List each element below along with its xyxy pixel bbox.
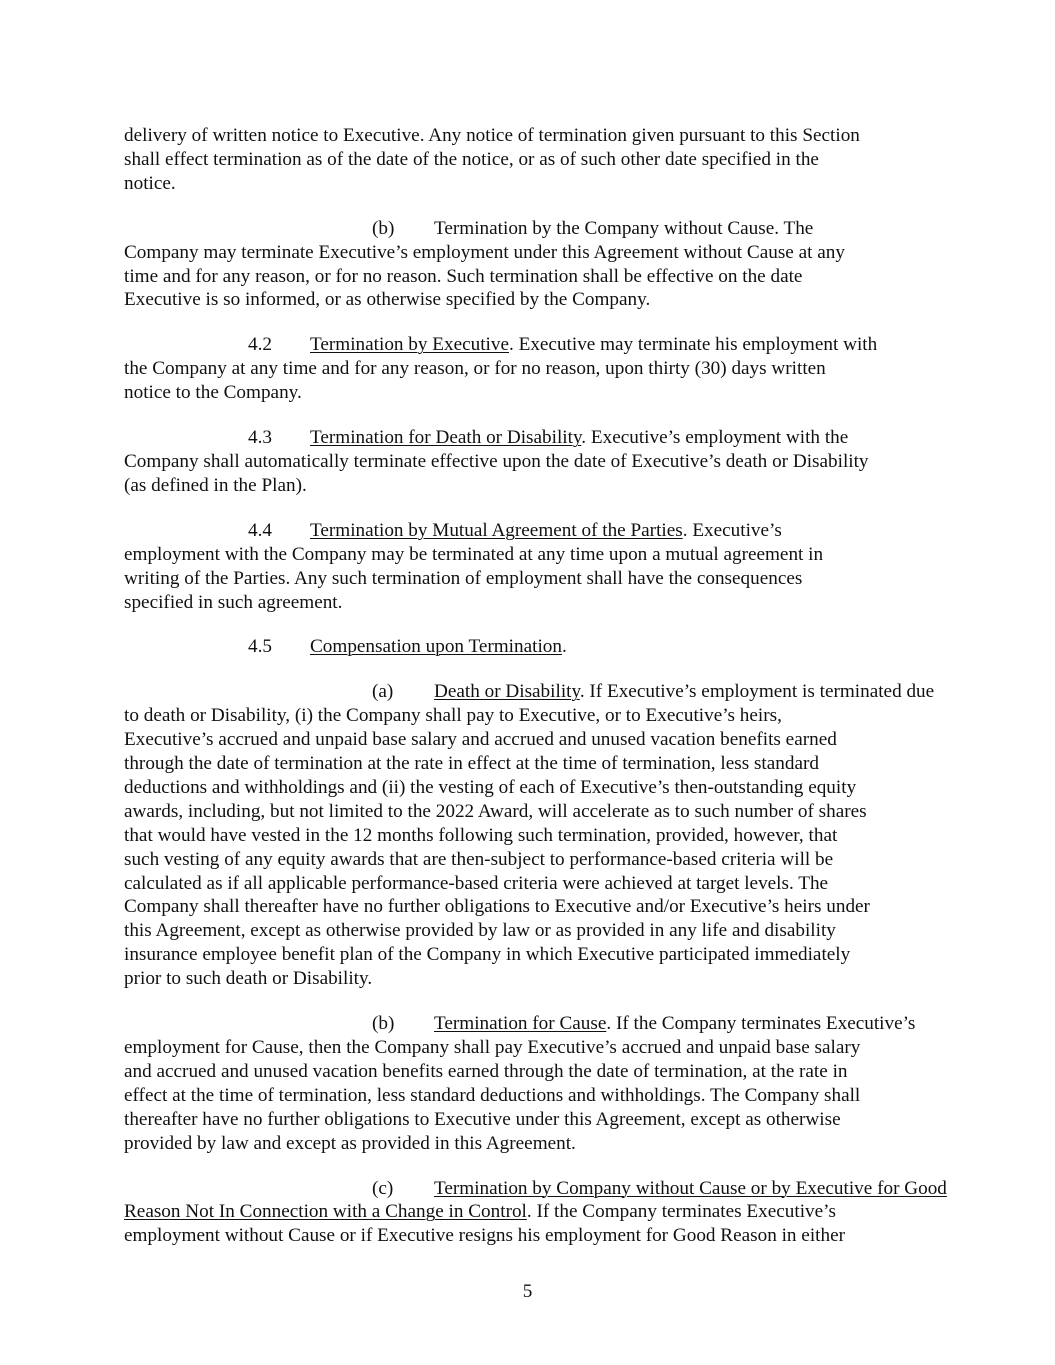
clause-number: (b) [372, 217, 395, 239]
text-line: writing of the Parties. Any such termination of employment shall have the consequences [124, 567, 803, 589]
section-number: 4.2 [248, 334, 272, 356]
text-line: specified in such agreement. [124, 591, 343, 613]
text-line: to death or Disability, (i) the Company shall pay to Executive, or to Executive’s heirs, [124, 705, 782, 727]
text-line: shall effect termination as of the date of the notice, or as of such other date specified in the [124, 148, 819, 170]
section-4-5-a [124, 680, 934, 991]
text-line: Company shall thereafter have no further obligations to Executive and/or Executive’s heirs under [124, 896, 870, 918]
section-4-3 [124, 426, 934, 498]
text-line: thereafter have no further obligations to Executive under this Agreement, except as otherwise [124, 1108, 841, 1130]
clause-number: (a) [372, 681, 394, 703]
text-line: (as defined in the Plan). [124, 474, 307, 496]
clause-text: . [561, 636, 567, 658]
clause-heading-part-2: Reason Not In Connection with a Change in Control [124, 1201, 527, 1223]
clause-text: . If Executive’s employment is terminated due [579, 681, 935, 703]
clause-number: (c) [372, 1177, 394, 1199]
document-page [124, 124, 947, 1269]
clause-text: . Executive’s employment with the [581, 427, 849, 449]
text-line-first [124, 426, 934, 450]
text-line-first [124, 1177, 947, 1201]
clause-text: . If the Company terminates Executive’s [526, 1201, 836, 1223]
text-line: employment for Cause, then the Company shall pay Executive’s accrued and unpaid base salary [124, 1037, 861, 1058]
text-line [124, 1200, 934, 1224]
section-4-5 [124, 635, 934, 659]
text-line: the Company at any time and for any reason, or for no reason, upon thirty (30) days written [124, 358, 826, 380]
text-line: notice to the Company. [124, 382, 302, 404]
text-line: provided by law and except as provided in this Agreement. [124, 1132, 576, 1154]
text-line: insurance employee benefit plan of the Company in which Executive participated immediately [124, 944, 851, 966]
text-line: prior to such death or Disability. [124, 968, 373, 990]
clause-text: . Executive may terminate his employment with [509, 334, 878, 356]
section-heading: Termination for Death or Disability [310, 427, 582, 449]
text-line: awards, including, but not limited to the 2022 Award, will accelerate as to such number of shares [124, 800, 867, 822]
text-line: through the date of termination at the rate in effect at the time of termination, less standard [124, 753, 819, 775]
text-line: Company may terminate Executive’s employment under this Agreement without Cause at any [124, 241, 845, 263]
clause-heading: Termination for Cause [434, 1013, 607, 1035]
text-line: deductions and withholdings and (ii) the vesting of each of Executive’s then-outstanding equity [124, 776, 857, 798]
section-number: 4.4 [248, 519, 272, 541]
paragraph-termination-without-cause [124, 217, 934, 313]
text-line: effect at the time of termination, less standard deductions and withholdings. The Company shall [124, 1084, 861, 1106]
section-number: 4.5 [248, 636, 272, 658]
section-4-2 [124, 333, 934, 405]
text-line: Executive’s accrued and unpaid base salary and accrued and unused vacation benefits earned [124, 729, 837, 751]
text-line: employment without Cause or if Executive resigns his employment for Good Reason in either [124, 1225, 845, 1247]
text-line: notice. [124, 172, 176, 194]
section-4-5-b [124, 1012, 934, 1155]
clause-heading-part-1: Termination by Company without Cause or by Executive for Good [434, 1177, 947, 1199]
paragraph-notice-continuation [124, 124, 934, 196]
text-line: time and for any reason, or for no reason. Such termination shall be effective on the date [124, 265, 803, 287]
text-line-first [124, 680, 934, 704]
clause-text: . If the Company terminates Executive’s [606, 1013, 916, 1035]
text-line: such vesting of any equity awards that are then-subject to performance-based criteria will be [124, 848, 834, 870]
text-line: this Agreement, except as otherwise provided by law or as provided in any life and disability [124, 920, 836, 942]
clause-heading: Death or Disability [434, 681, 580, 703]
clause-text: . Executive’s [682, 519, 782, 541]
text-line-first [124, 1012, 934, 1036]
text-line: and accrued and unused vacation benefits earned through the date of termination, at the rate in [124, 1060, 848, 1082]
text-line: Company shall automatically terminate effective upon the date of Executive’s death or Disability [124, 450, 869, 472]
section-number: 4.3 [248, 427, 272, 449]
text-line-first [124, 519, 934, 543]
section-4-5-c [124, 1177, 947, 1249]
page-number: 5 [522, 1281, 533, 1302]
section-heading: Compensation upon Termination [310, 636, 562, 658]
clause-number: (b) [372, 1013, 395, 1035]
text-line: delivery of written notice to Executive. Any notice of termination given pursuant to this Section [124, 125, 860, 146]
text-line-first [124, 333, 934, 357]
section-4-4 [124, 519, 934, 615]
section-heading: Termination by Executive [310, 334, 509, 356]
text-line: that would have vested in the 12 months following such termination, provided, however, that [124, 824, 838, 846]
text-line: employment with the Company may be terminated at any time upon a mutual agreement in [124, 543, 824, 565]
text-line-first [124, 635, 934, 659]
text-line: calculated as if all applicable performance-based criteria were achieved at target levels. The [124, 872, 829, 894]
text-line-first [124, 217, 934, 241]
clause-text: Termination by the Company without Cause. The [434, 217, 814, 239]
section-heading: Termination by Mutual Agreement of the Parties [310, 519, 683, 541]
text-line: Executive is so informed, or as otherwise specified by the Company. [124, 289, 651, 311]
